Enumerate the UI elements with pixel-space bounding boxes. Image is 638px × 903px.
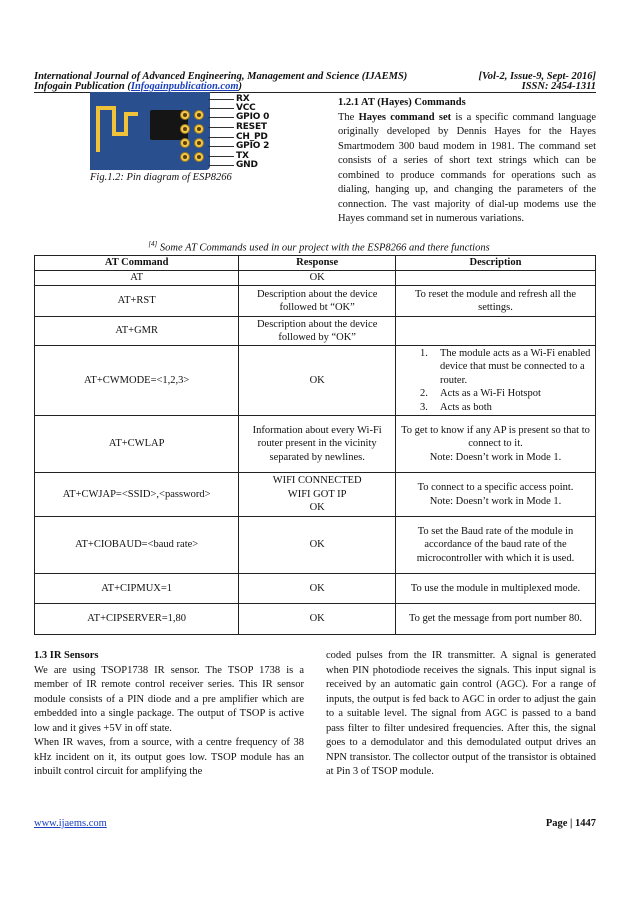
cell-response: OK [239,517,396,574]
table-header-row [35,256,596,271]
list-item [400,401,591,415]
cell-description [396,271,596,286]
page-footer [34,818,596,829]
table-row [35,473,596,517]
section-title: 1.2.1 AT (Hayes) Commands [338,97,466,108]
cell-response: Information about every Wi-Fi router present in the vicinity separated by newlines. [239,416,396,473]
cell-command: AT+CIPMUX=1 [35,574,239,604]
cell-description [396,416,596,473]
pin-label-vcc: VCC [236,103,256,113]
cell-response: OK [239,574,396,604]
table-row [35,317,596,346]
list-text: The module acts as a Wi-Fi enabled device that must be connected to a router. [440,347,591,386]
body-text: is a specific command language originally developed by Dennis Hayes for the Hayes Smartmodem 300 baud modem in 1981. The command set consists of a series of short text strings which can be combined to produce commands for operations such as dialing, hanging up, and changing the parameters of the connection. The vast majority of dial-up modems use the Hayes command set in numerous variations. [338,111,597,224]
desc-note: Note: Doesn’t work in Mode 1. [429,495,562,507]
list-item [400,387,591,401]
publisher-prefix: Infogain Publication ( [34,81,131,92]
publisher-suffix: ) [238,81,242,92]
journal-website-link[interactable]: www.ijaems.com [34,818,107,829]
journal-title: International Journal of Advanced Engineering, Management and Science (IJAEMS) [34,71,408,82]
pin-label-rx: RX [236,94,250,104]
pin-label-gnd: GND [236,160,258,170]
list-text: Acts as both [440,401,492,413]
desc-note: Note: Doesn’t work in Mode 1. [429,451,562,463]
pin-lead [208,137,234,138]
ir-sensors-left-column [34,649,304,780]
volume-info: [Vol-2, Issue-9, Sept- 2016] [478,71,596,82]
publisher-link[interactable]: Infogainpublication.com [130,81,239,92]
pin-icon [180,110,190,120]
cell-description [396,473,596,517]
pin-icon [194,138,204,148]
table-row [35,517,596,574]
table-row [35,286,596,317]
issn: ISSN: 2454-1311 [521,81,596,92]
cell-description: To set the Baud rate of the module in accordance of the baud rate of the microcontroller with which it is used. [396,517,596,574]
list-number: 1. [420,347,428,359]
cell-response: OK [239,271,396,286]
col-header-response: Response [239,256,396,271]
cell-command: AT+GMR [35,317,239,346]
resp-line: OK [309,502,325,514]
cell-description: To reset the module and refresh all the settings. [396,286,596,317]
pin-label-reset: RESET [236,122,267,132]
cell-command: AT [35,271,239,286]
section-body [338,111,596,227]
table-caption-ref: [4] [148,240,158,248]
pin-lead [208,99,234,100]
table-row [35,574,596,604]
paragraph: We are using TSOP1738 IR sensor. The TSOP 1738 is a member of IR remote control receiver series. This IR sensor module consists of a PIN diode and a pre amplifier which are embedded into a single package. The output of TSOP is active low and it gives +5V in off state. [34,664,304,734]
cell-command: AT+CWLAP [35,416,239,473]
cell-description: To use the module in multiplexed mode. [396,574,596,604]
cell-description: To get the message from port number 80. [396,604,596,635]
cell-command: AT+CWJAP=<SSID>,<password> [35,473,239,517]
page-number: Page | 1447 [545,818,596,829]
cell-response [239,473,396,517]
table-row [35,604,596,635]
table-row [35,271,596,286]
figure-caption: Fig.1.2: Pin diagram of ESP8266 [90,172,232,183]
desc-line: To get to know if any AP is present so that to connect to it. [401,424,590,450]
pin-lead [208,156,234,157]
pin-icon [180,124,190,134]
pin-lead [208,117,234,118]
lead-word: The [338,111,355,123]
pin-label-chpd: CH_PD [236,132,268,142]
col-header-description: Description [396,256,596,271]
cell-response: OK [239,604,396,635]
table-row [35,346,596,416]
list-text: Acts as a Wi-Fi Hotspot [440,388,541,400]
pin-icon [194,124,204,134]
pin-lead [208,127,234,128]
pin-label-tx: TX [236,151,249,161]
resp-line: WIFI CONNECTED [272,475,362,487]
lead-bold: Hayes command set [358,111,452,123]
paragraph: coded pulses from the IR transmitter. A signal is generated when PIN photodiode receives the signals. This input signal is received by an automatic gain control (AGC). For a range of inputs, the output is fed back to AGC in order to adjust the gain to a suitable level. The signal from AGC is passed to a band pass filter to filter undesired frequencies. After this, the signal goes to a demodulator and this demodulated output drives an NPN transistor. The collector output of the transistor is obtained at Pin 3 of TSOP module. [326,650,596,777]
table-caption [0,240,638,254]
pin-label-gpio2: GPIO 2 [236,141,270,151]
cell-command: AT+RST [35,286,239,317]
cell-command: AT+CIOBAUD=<baud rate> [35,517,239,574]
cell-response: OK [239,346,396,416]
cell-response: Description about the device followed by “OK” [239,317,396,346]
desc-line: To connect to a specific access point. [417,482,574,493]
cell-description [396,317,596,346]
pin-lead [208,108,234,109]
cell-command: AT+CWMODE=<1,2,3> [35,346,239,416]
pin-icon [194,110,204,120]
ir-sensors-right-column [326,649,596,780]
mode-list [400,347,591,415]
cell-command: AT+CIPSERVER=1,80 [35,604,239,635]
section-at-commands [338,96,596,227]
col-header-command: AT Command [35,256,239,271]
section-title: 1.3 IR Sensors [34,650,99,661]
pin-label-gpio0: GPIO 0 [236,112,270,122]
cell-description [396,346,596,416]
pin-icon [180,152,190,162]
list-item [400,347,591,388]
cell-response: Description about the device followed bt “OK” [239,286,396,317]
pin-icon [180,138,190,148]
list-number: 2. [420,388,428,400]
esp8266-board-image [90,92,210,170]
paragraph: When IR waves, from a source, with a centre frequency of 38 kHz incident on it, its output goes low. TSOP module has an inbuilt control circuit for amplifying the [34,737,304,777]
at-commands-table [34,255,596,635]
list-number: 3. [420,401,428,413]
pin-lead [208,146,234,147]
pin-icon [194,152,204,162]
table-caption-text: Some AT Commands used in our project with the ESP8266 and there functions [157,242,490,254]
table-row [35,416,596,473]
pin-lead [208,165,234,166]
resp-line: WIFI GOT IP [287,488,347,500]
